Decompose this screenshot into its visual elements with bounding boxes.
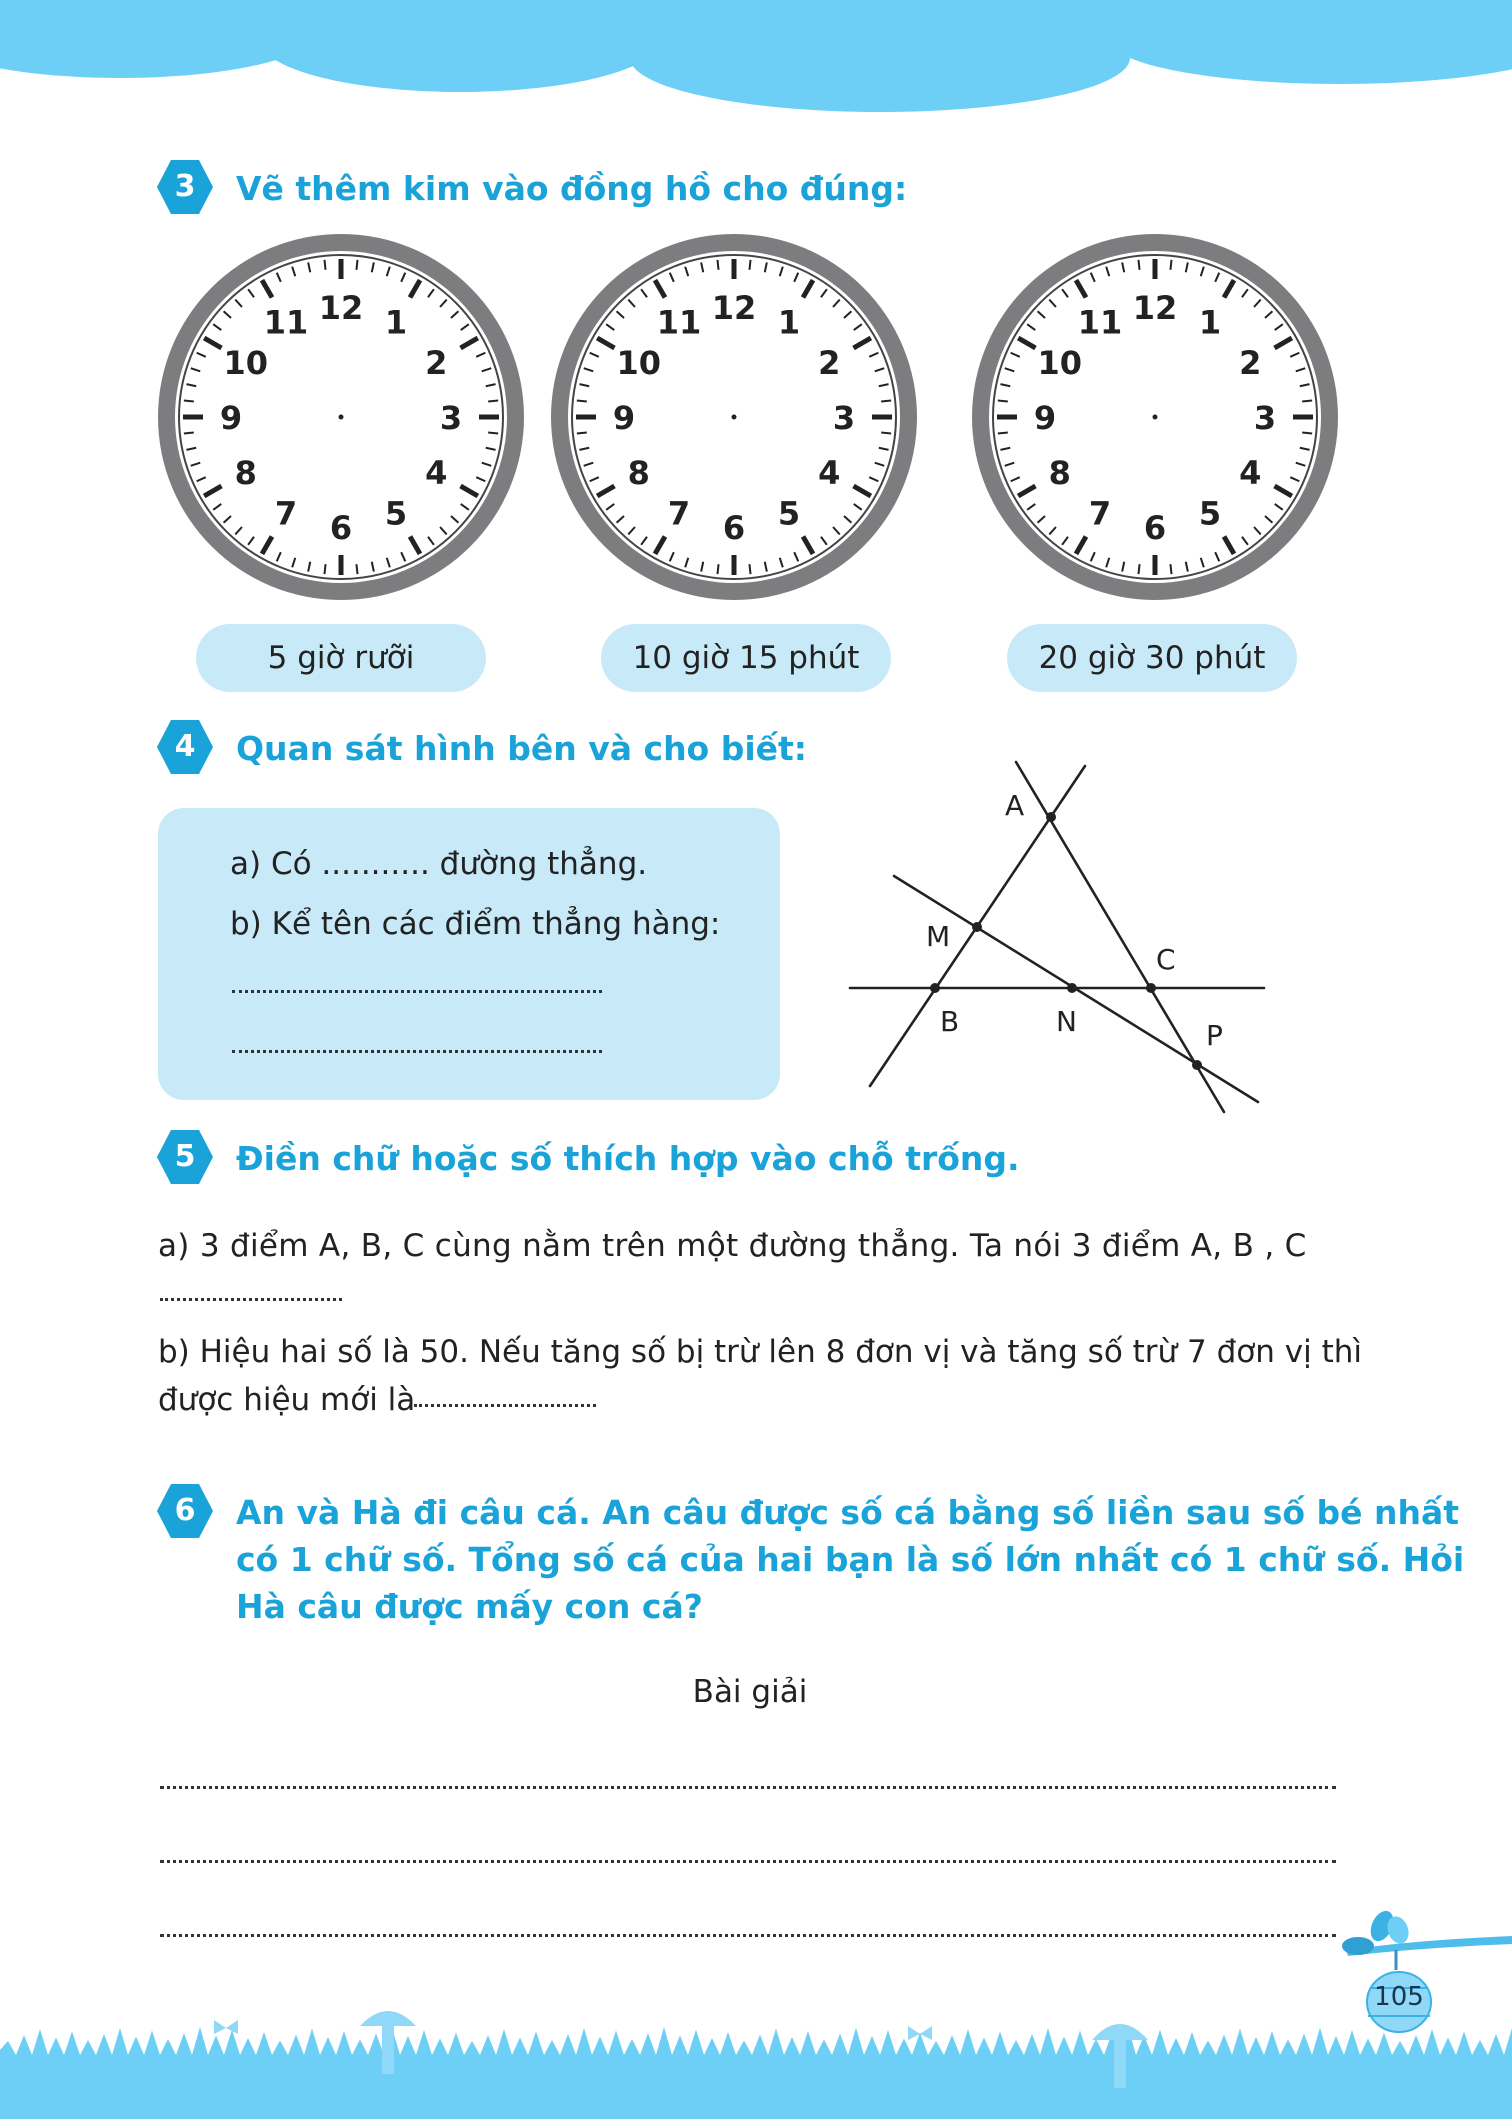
clock-2[interactable]: [549, 232, 919, 602]
mushroom-icon: [1092, 2024, 1148, 2040]
clock-tick: [356, 260, 357, 270]
solution-line-2[interactable]: [160, 1860, 1336, 1863]
clock-tick: [717, 564, 718, 574]
question-5-badge: 5: [156, 1128, 214, 1186]
clock-number: 3: [439, 399, 463, 437]
clock-tick: [577, 400, 587, 401]
clock-number: 12: [318, 289, 364, 327]
clock-number: 5: [384, 494, 408, 533]
label-m: M: [926, 920, 951, 953]
clock-number: 7: [274, 494, 298, 533]
clock-number: 10: [223, 344, 269, 382]
point-b: [930, 983, 940, 993]
clock-tick: [998, 400, 1008, 401]
clock-tick: [488, 432, 498, 433]
clock-number: 4: [818, 454, 841, 492]
clock-tick: [324, 260, 325, 270]
clock-tick: [1138, 564, 1139, 574]
geometry-figure: [840, 750, 1280, 1130]
clock-number: 2: [425, 344, 448, 382]
clock-tick: [881, 432, 891, 433]
clock-number: 12: [711, 289, 757, 327]
mushroom-icon: [360, 2011, 416, 2026]
q4-line-b: b) Kể tên các điểm thẳng hàng:: [230, 906, 721, 942]
clock-number: 1: [777, 303, 801, 342]
question-6-title-line-2: có 1 chữ số. Tổng số cá của hai bạn là số lớn nhất có 1 chữ số. Hỏi: [236, 1540, 1465, 1579]
clock-number: 6: [1143, 509, 1167, 547]
page-number: 105: [1374, 1982, 1424, 2012]
q5-part-b-cont: được hiệu mới là: [158, 1382, 416, 1418]
label-n: N: [1056, 1005, 1077, 1038]
clock-number: 4: [1239, 454, 1262, 492]
q5-answer-b[interactable]: [414, 1404, 596, 1407]
clock-number: 1: [1198, 303, 1222, 342]
label-a: A: [1005, 789, 1025, 822]
clock-number: 8: [627, 454, 650, 492]
point-m: [972, 922, 982, 932]
clock-number: 4: [425, 454, 448, 492]
clock-1[interactable]: [156, 232, 526, 602]
clock-tick: [488, 400, 498, 401]
clock-tick: [1170, 564, 1171, 574]
clock-number: 9: [612, 399, 636, 437]
clock-number: 8: [234, 454, 257, 492]
cloud-banner: [0, 0, 1512, 120]
clock-number: 12: [1132, 289, 1178, 327]
q5-answer-a[interactable]: [160, 1298, 342, 1301]
clock-tick: [356, 564, 357, 574]
clock-number: 2: [1239, 344, 1262, 382]
solution-label: Bài giải: [692, 1674, 808, 1710]
q4-answer-line-2[interactable]: [232, 1050, 602, 1053]
solution-line-1[interactable]: [160, 1786, 1336, 1789]
clock-tick: [1302, 432, 1312, 433]
clock-tick: [749, 564, 750, 574]
clock-tick: [1302, 400, 1312, 401]
point-n: [1067, 983, 1077, 993]
label-b: B: [940, 1005, 960, 1038]
clock-tick: [998, 432, 1008, 433]
clock-tick: [577, 432, 587, 433]
question-3-title: Vẽ thêm kim vào đồng hồ cho đúng:: [236, 169, 908, 208]
clock-number: 11: [263, 303, 309, 342]
clock-tick: [324, 564, 325, 574]
q4-line-a: a) Có ........... đường thẳng.: [230, 846, 648, 882]
clock-number: 5: [1198, 494, 1222, 533]
clock-number: 11: [1077, 303, 1123, 342]
clock-center: [1153, 415, 1158, 420]
clock-center: [732, 415, 737, 420]
clock-tick: [717, 260, 718, 270]
clock-face[interactable]: [970, 232, 1340, 602]
clock-tick: [749, 260, 750, 270]
point-a: [1046, 812, 1056, 822]
clock-3[interactable]: [970, 232, 1340, 602]
clock-number: 10: [1037, 344, 1083, 382]
clock-number: 8: [1048, 454, 1071, 492]
clock-tick: [184, 432, 194, 433]
butterfly-icon: [214, 2020, 238, 2034]
clock-number: 7: [667, 494, 691, 533]
clock-tick: [1138, 260, 1139, 270]
clock-number: 9: [219, 399, 243, 437]
q5-part-a: a) 3 điểm A, B, C cùng nằm trên một đường thẳng. Ta nói 3 điểm A, B , C: [158, 1228, 1307, 1264]
clock-tick: [184, 400, 194, 401]
clock-number: 2: [818, 344, 841, 382]
clock-3-label: 20 giờ 30 phút: [1007, 624, 1297, 692]
question-3-badge: 3: [156, 158, 214, 216]
clock-number: 3: [1253, 399, 1277, 437]
q5-part-b: b) Hiệu hai số là 50. Nếu tăng số bị trừ lên 8 đơn vị và tăng số trừ 7 đơn vị thì: [158, 1334, 1363, 1370]
question-6-title-line-1: An và Hà đi câu cá. An câu được số cá bằng số liền sau số bé nhất: [236, 1493, 1460, 1532]
clock-number: 6: [329, 509, 353, 547]
question-6-badge: 6: [156, 1482, 214, 1540]
clock-2-label: 10 giờ 15 phút: [601, 624, 891, 692]
clock-number: 6: [722, 509, 746, 547]
label-c: C: [1156, 943, 1176, 976]
clock-face[interactable]: [549, 232, 919, 602]
clock-tick: [881, 400, 891, 401]
clock-number: 9: [1033, 399, 1057, 437]
q4-answer-line-1[interactable]: [232, 990, 602, 993]
clock-center: [339, 415, 344, 420]
clock-tick: [1170, 260, 1171, 270]
question-4-title: Quan sát hình bên và cho biết:: [236, 729, 808, 768]
question-5-title: Điền chữ hoặc số thích hợp vào chỗ trống.: [236, 1139, 1020, 1178]
clock-number: 5: [777, 494, 801, 533]
clock-number: 7: [1088, 494, 1112, 533]
clock-number: 3: [832, 399, 856, 437]
clock-number: 10: [616, 344, 662, 382]
point-p: [1192, 1060, 1202, 1070]
point-c: [1146, 983, 1156, 993]
clock-number: 1: [384, 303, 408, 342]
grass-footer: [0, 2000, 1512, 2119]
label-p: P: [1206, 1019, 1223, 1052]
clock-1-label: 5 giờ rưỡi: [196, 624, 486, 692]
question-4-badge: 4: [156, 718, 214, 776]
clock-face[interactable]: [156, 232, 526, 602]
clock-number: 11: [656, 303, 702, 342]
question-6-title-line-3: Hà câu được mấy con cá?: [236, 1587, 703, 1626]
solution-line-3[interactable]: [160, 1934, 1336, 1937]
